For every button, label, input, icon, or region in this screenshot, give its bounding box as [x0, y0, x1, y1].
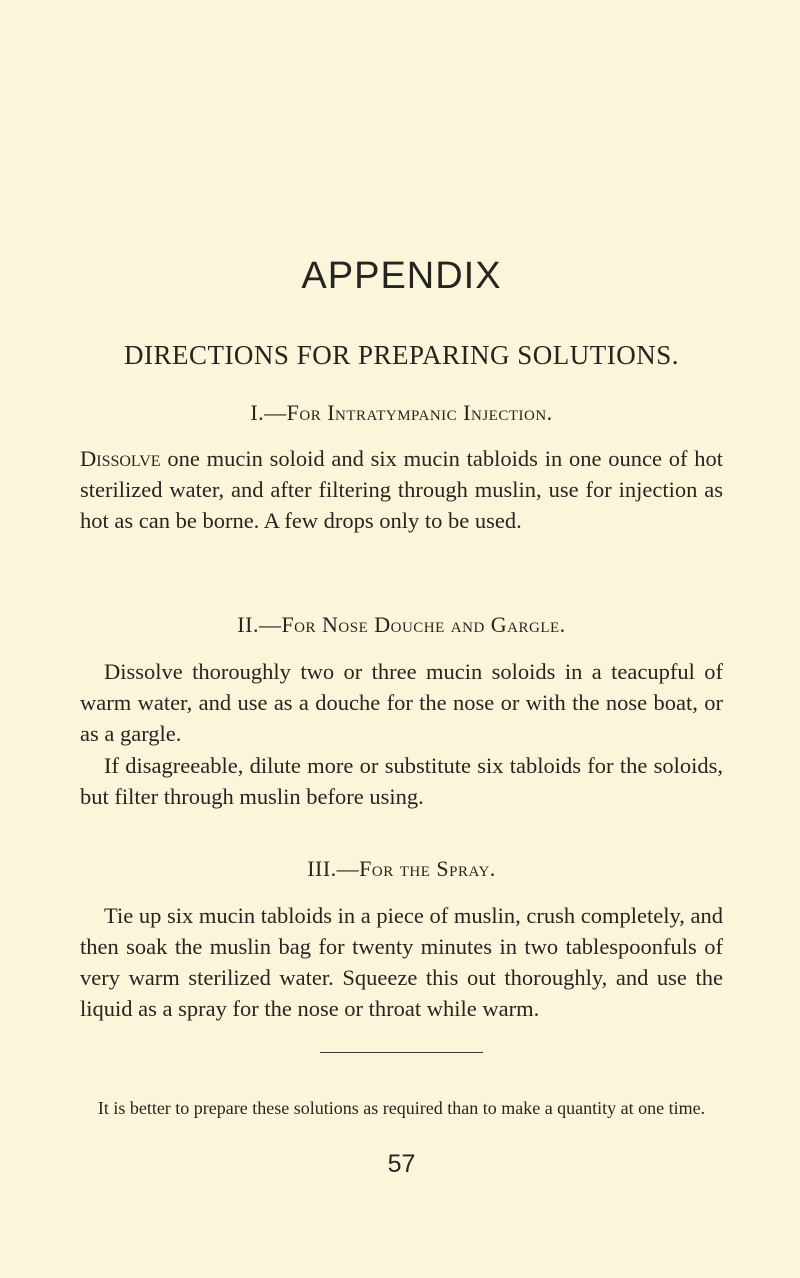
appendix-title: APPENDIX [301, 255, 502, 297]
section-heading-2: II.—For Nose Douche and Gargle. [237, 612, 566, 637]
section-2-paragraph-2: If disagreeable, dilute more or substitute six tabloids for the soloids, but filter through muslin before using. [80, 753, 723, 809]
footnote: It is better to prepare these solutions as required than to make a quantity at one time. [97, 1098, 706, 1118]
footnote-divider [320, 1052, 483, 1053]
section-3-paragraph-1: Tie up six mucin tabloids in a piece of muslin, crush completely, and then soak the muslin bag for twenty minutes in two tablespoonfuls of very warm sterilized water. Squeeze this out thoroughly, and use the liquid as a spray for the nose or throat while warm. [80, 903, 723, 1021]
page-number: 57 [387, 1150, 416, 1178]
paragraph-text: one mucin soloid and six mucin tabloids in one ounce of hot sterilized water, and after filtering through muslin, use for injection as hot as can be borne. A few drops only to be used. [80, 446, 723, 533]
main-heading: DIRECTIONS FOR PREPARING SOLUTIONS. [123, 340, 680, 370]
section-2-paragraph-1: Dissolve thoroughly two or three mucin soloids in a teacupful of warm water, and use as a douche for the nose or with the nose boat, or as a gargle. [80, 659, 723, 746]
section-heading-1: I.—For Intratympanic Injection. [250, 400, 553, 425]
paragraph-lead-word: Dissolve [80, 446, 161, 471]
section-1-paragraph-1 [80, 443, 723, 536]
section-heading-3: III.—For the Spray. [307, 856, 496, 881]
